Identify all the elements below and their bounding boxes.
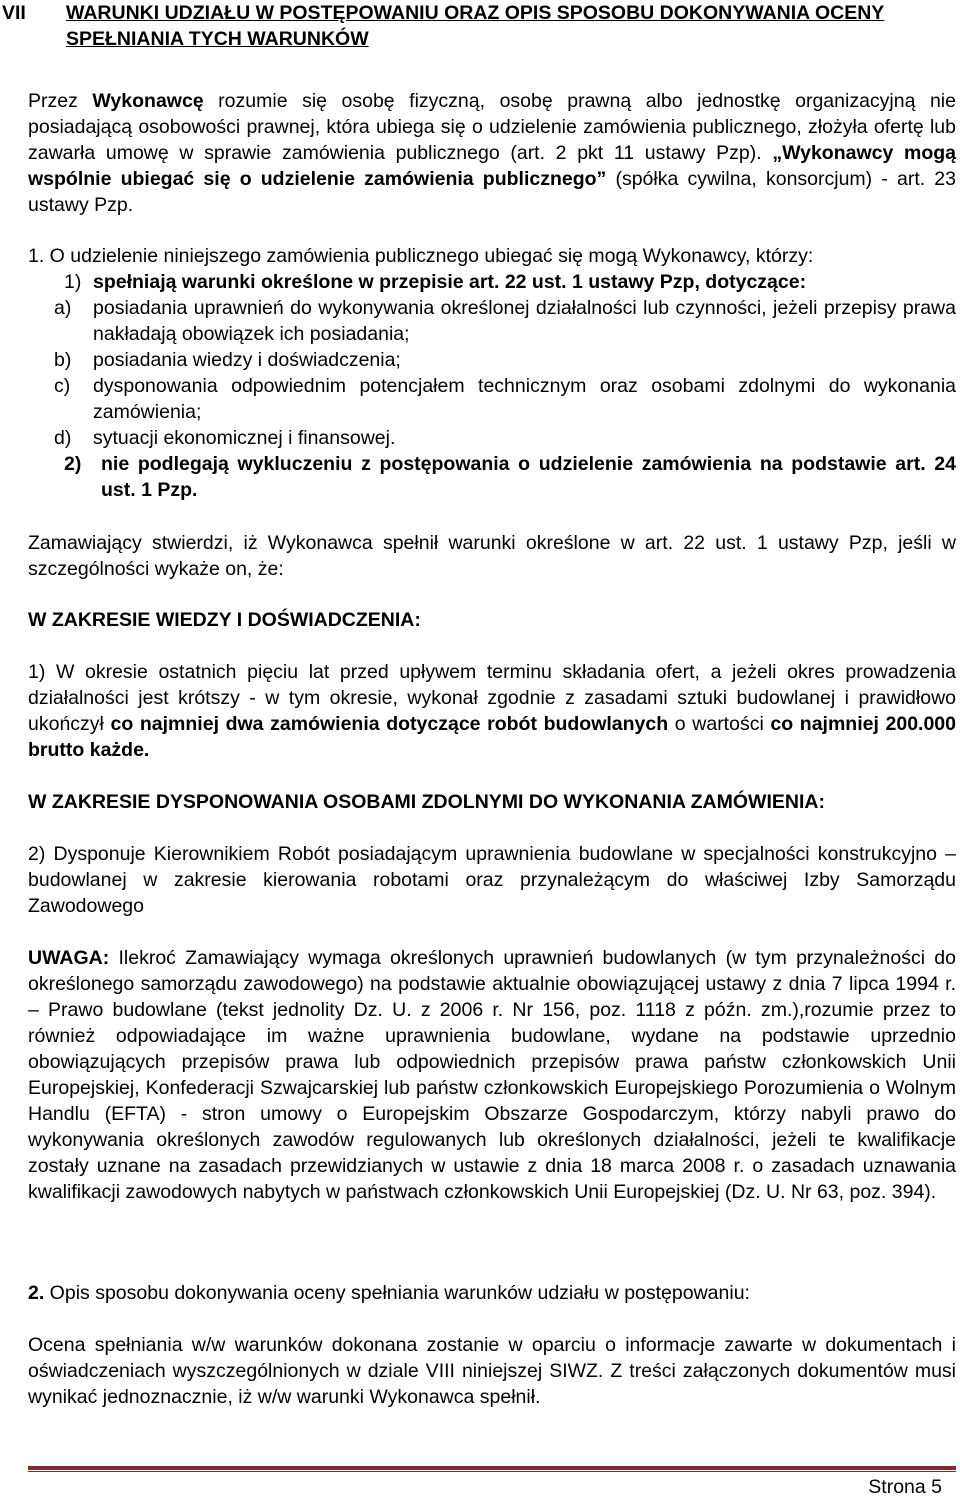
stwierdzi-paragraph: Zamawiający stwierdzi, iż Wykonawca spełnił warunki określone w art. 22 ust. 1 ustawy Pzp, jeśli w szczególności wykaże on, że:: [28, 532, 956, 580]
wiedza-text-1: 1) W okresie ostatnich pięciu lat przed upływem terminu składania ofert, a jeżeli okres prowadzenia działalności jest krótszy - w tym okresie, wykonał zgodnie z zasadami sztuki budowlanej i prawidłowo ukończył: [28, 661, 956, 735]
wiedza-text-2: o wartości: [668, 713, 771, 735]
point-2-paragraph: [28, 1280, 956, 1306]
item-c-label: c): [54, 375, 71, 397]
item-d-label: d): [54, 427, 72, 449]
wiedza-bold-1: co najmniej dwa zamówienia dotyczące robót budowlanych: [110, 713, 669, 735]
footer-rule-thin: [28, 1471, 956, 1472]
intro-joint-bid-quote: „Wykonawcy mogą wspólnie ubiegać się o udzielenie zamówienia publicznego”: [28, 142, 956, 190]
section-title: WARUNKI UDZIAŁU W POSTĘPOWANIU ORAZ OPIS SPOSOBU DOKONYWANIA OCENY SPEŁNIANIA TYCH WARUNKÓW: [66, 2, 885, 50]
item-b-label: b): [54, 349, 72, 371]
sub-2-text: nie podlegają wykluczeniu z postępowania o udzielenie zamówienia na podstawie art. 24 ust. 1 Pzp.: [101, 453, 956, 501]
point-2-text: Opis sposobu dokonywania oceny spełniania warunków udziału w postępowaniu:: [44, 1282, 750, 1304]
item-c-text: dysponowania odpowiednim potencjałem technicznym oraz osobami zdolnymi do wykonania zamówienia;: [93, 375, 956, 423]
uwaga-text: Ilekroć Zamawiający wymaga określonych uprawnień budowlanych (w tym przynależności do określonego samorządu zawodowego) na podstawie aktualnie obowiązującej ustawy z dnia 7 lipca 1994 r. – Prawo budowlane (tekst jednolity Dz. U. z 2006 r. Nr 156, poz. 1118 z późn. zm.),rozumie przez to również odpowiadające im ważne uprawnienia budowlane, wydane na podstawie uprzednio obowiązujących przepisów prawa lub odpowiednich przepisów prawa państw członkowskich Unii Europejskiej, Konfederacji Szwajcarskiej lub państw członkowskich Europejskiego Porozumienia o Wolnym Handlu (EFTA) - stron umowy o Europejskim Obszarze Gospodarczym, którzy nabyli prawo do wykonywania określonych zawodów regulowanych lub określonych działalności, jeżeli te kwalifikacje zostały uznane na zasadach przewidzianych w ustawie z dnia 18 marca 2008 r. o zasadach uznawania kwalifikacji zawodowych nabytych w państwach członkowskich Unii Europejskiej (Dz. U. Nr 63, poz. 394).: [28, 947, 956, 1203]
heading-wiedza: W ZAKRESIE WIEDZY I DOŚWIADCZENIA:: [28, 609, 421, 631]
intro-text-2: rozumie się osobę fizyczną, osobę prawną albo jednostkę organizacyjną nie posiadającą osobowości prawnej, która ubiega się o udzielenie zamówienia publicznego, złożyła ofertę lub zawarła umowę w sprawie zamówienia publicznego (art. 2 pkt 11 ustawy Pzp).: [28, 90, 956, 164]
osoby-paragraph: 2) Dysponuje Kierownikiem Robót posiadającym uprawnienia budowlane w specjalności konstrukcyjno – budowlanej w zakresie kierowania robotami oraz przynależącym do właściwej Izby Samorządu Zawodowego: [28, 843, 956, 917]
sub-2-label: 2): [64, 453, 82, 475]
uwaga-label: UWAGA:: [28, 947, 110, 969]
sub-1-text: spełniają warunki określone w przepisie art. 22 ust. 1 ustawy Pzp, dotyczące:: [93, 271, 807, 293]
item-a-text: posiadania uprawnień do wykonywania określonej działalności lub czynności, jeżeli przepisy prawa nakładają obowiązek ich posiadania;: [93, 297, 956, 345]
wiedza-paragraph: [28, 659, 956, 763]
ocena-paragraph: Ocena spełniania w/w warunków dokonana zostanie w oparciu o informacje zawarte w dokumentach i oświadczeniach wyszczególnionych w dziale VIII niniejszej SIWZ. Z treści załączonych dokumentów musi wynikać jednoznacznie, iż w/w warunki Wykonawca spełnił.: [28, 1334, 956, 1408]
footer-rule: [28, 1466, 956, 1470]
section-number: VII: [2, 2, 26, 24]
intro-text-3: (spółka cywilna, konsorcjum) - art. 23 ustawy Pzp.: [28, 168, 956, 216]
intro-text-1: Przez: [28, 90, 93, 112]
item-a-label: a): [54, 297, 72, 319]
item-d-text: sytuacji ekonomicznej i finansowej.: [93, 427, 396, 449]
wiedza-bold-2: co najmniej 200.000 brutto każde.: [28, 713, 956, 761]
heading-osoby: W ZAKRESIE DYSPONOWANIA OSOBAMI ZDOLNYMI DO WYKONANIA ZAMÓWIENIA:: [28, 791, 825, 813]
intro-paragraph: [28, 88, 956, 218]
item-b-text: posiadania wiedzy i doświadczenia;: [93, 349, 401, 371]
sub-1-label: 1): [64, 271, 82, 293]
point-1-lead: 1. O udzielenie niniejszego zamówienia publicznego ubiegać się mogą Wykonawcy, którzy:: [28, 245, 814, 267]
intro-term-wykonawca: Wykonawcę: [92, 90, 204, 112]
point-2-number: 2.: [28, 1282, 45, 1304]
uwaga-paragraph: [28, 945, 956, 1205]
page-number: Strona 5: [868, 1476, 942, 1498]
